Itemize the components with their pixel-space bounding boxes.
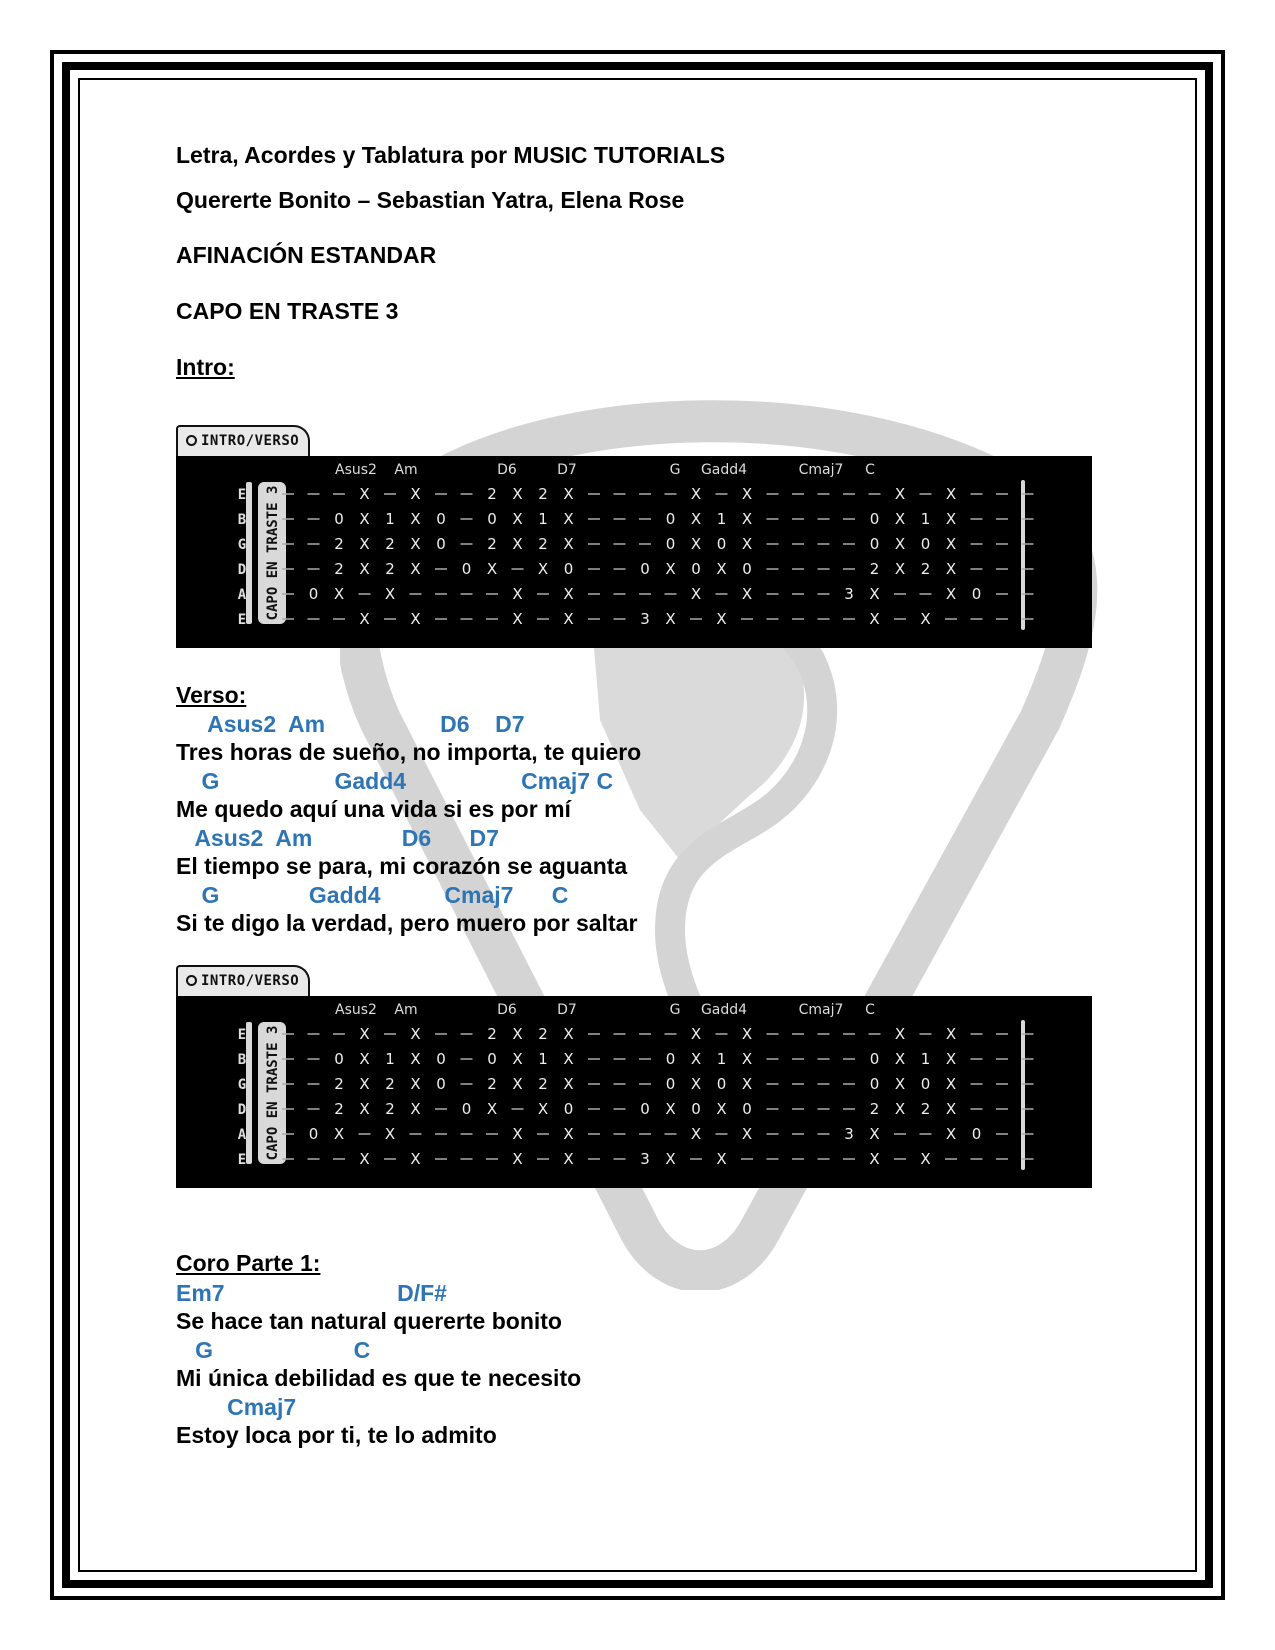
- tab-mute-mark: X: [690, 510, 702, 528]
- string-label: G: [237, 1077, 247, 1093]
- tab-mute-mark: X: [512, 1150, 523, 1168]
- tab-fret-number: 0: [665, 535, 676, 553]
- tab-fret-number: 0: [742, 560, 752, 578]
- tab-mute-mark: X: [410, 1050, 421, 1068]
- tab-mute-mark: X: [486, 560, 498, 578]
- tab-mute-mark: X: [537, 1100, 549, 1118]
- tab-mute-mark: X: [716, 1150, 727, 1168]
- tab-mute-mark: X: [945, 1025, 957, 1043]
- tab-fret-number: 0: [742, 1100, 752, 1118]
- tab-mute-mark: X: [384, 585, 396, 603]
- tab-fret-number: 1: [920, 510, 931, 528]
- tab-fret-number: 0: [869, 535, 880, 553]
- tab-mute-mark: X: [741, 1125, 753, 1143]
- tab-chord-name: Gadd4: [700, 1002, 748, 1018]
- tab-fret-number: 2: [869, 1100, 880, 1118]
- tab-mute-mark: X: [410, 510, 421, 528]
- tab-fret-number: 0: [665, 510, 676, 528]
- tab-fret-number: 2: [538, 535, 548, 553]
- tab-mute-mark: X: [690, 1075, 702, 1093]
- tab-mute-mark: X: [359, 560, 370, 578]
- tab-fret-number: 1: [385, 510, 395, 528]
- tab-mute-mark: X: [665, 1150, 676, 1168]
- tab-fret-number: 2: [385, 1100, 395, 1118]
- tab-mute-mark: X: [894, 1075, 906, 1093]
- tab-chord-name: C: [865, 462, 875, 478]
- tab-mute-mark: X: [741, 535, 753, 553]
- tab-mute-mark: X: [945, 1050, 957, 1068]
- string-label: B: [237, 512, 247, 528]
- tab-fret-number: 0: [487, 1050, 497, 1068]
- record-icon: [186, 435, 197, 446]
- tab-fret-number: 0: [691, 560, 701, 578]
- tab-fret-number: 0: [563, 560, 574, 578]
- chord-line: Cmaj7: [176, 1394, 297, 1420]
- tab-mute-mark: X: [894, 535, 906, 553]
- tab-mute-mark: X: [869, 610, 880, 628]
- tab-fret-number: 0: [436, 510, 446, 528]
- capo-vertical-label: CAPO EN TRASTE 3: [265, 1025, 281, 1161]
- tab-mute-mark: X: [869, 585, 880, 603]
- tab-mute-mark: X: [563, 485, 574, 503]
- tab-chord-name: D6: [497, 1002, 517, 1018]
- string-label: G: [237, 537, 247, 553]
- tab-fret-number: 1: [716, 510, 727, 528]
- tab-fret-number: 0: [716, 535, 727, 553]
- tab-chord-name: C: [865, 1002, 875, 1018]
- tab-mute-mark: X: [410, 485, 421, 503]
- tab-panel: [176, 456, 1092, 648]
- string-label: E: [237, 1027, 247, 1043]
- lyric-line: Mi única debilidad es que te necesito: [176, 1365, 582, 1391]
- tab-mute-mark: X: [359, 610, 370, 628]
- tab-fret-number: 0: [308, 1125, 319, 1143]
- tab-fret-number: 0: [308, 585, 319, 603]
- tab-mute-mark: X: [665, 610, 676, 628]
- tab-mute-mark: X: [410, 1025, 421, 1043]
- tab-mute-mark: X: [920, 610, 931, 628]
- tab-mute-mark: X: [359, 510, 370, 528]
- tab-fret-number: 2: [385, 535, 395, 553]
- tab-fret-number: 0: [334, 1050, 344, 1068]
- tab-tag: INTRO/VERSO: [176, 425, 310, 456]
- tab-mute-mark: X: [359, 535, 370, 553]
- tab-mute-mark: X: [410, 610, 421, 628]
- tab-mute-mark: X: [512, 1025, 523, 1043]
- tab-diagram: [176, 996, 1092, 1188]
- tab-mute-mark: X: [512, 535, 523, 553]
- tab-mute-mark: X: [741, 1050, 753, 1068]
- tab-mute-mark: X: [512, 1075, 523, 1093]
- tab-mute-mark: X: [384, 1125, 396, 1143]
- tab-mute-mark: X: [920, 1150, 931, 1168]
- string-label: D: [237, 1102, 247, 1118]
- tab-mute-mark: X: [690, 535, 702, 553]
- tab-fret-number: 0: [920, 535, 931, 553]
- tab-mute-mark: X: [512, 585, 523, 603]
- tab-mute-mark: X: [410, 1100, 421, 1118]
- end-bar: [1021, 480, 1025, 630]
- tab-fret-number: 0: [691, 1100, 701, 1118]
- tab-mute-mark: X: [359, 485, 370, 503]
- tab-chord-name: Am: [394, 462, 418, 478]
- tab-mute-mark: X: [741, 510, 753, 528]
- tab-mute-mark: X: [690, 585, 702, 603]
- capo-vertical-label: CAPO EN TRASTE 3: [265, 485, 281, 621]
- tab-chord-name: Asus2: [335, 1002, 377, 1018]
- tab-fret-number: 0: [640, 560, 650, 578]
- tab-fret-number: 0: [716, 1075, 727, 1093]
- tab-mute-mark: X: [563, 1075, 574, 1093]
- tab-mute-mark: X: [690, 1025, 702, 1043]
- tab-fret-number: 2: [385, 560, 395, 578]
- tab-chord-name: G: [669, 462, 681, 478]
- tab-fret-number: 1: [716, 1050, 727, 1068]
- tab-fret-number: 0: [436, 535, 446, 553]
- tab-mute-mark: X: [512, 610, 523, 628]
- tab-fret-number: 3: [640, 610, 650, 628]
- tab-fret-number: 2: [538, 1025, 548, 1043]
- record-icon: [186, 975, 197, 986]
- tab-mute-mark: X: [512, 1050, 523, 1068]
- credit-line: Letra, Acordes y Tablatura por MUSIC TUTORIALS: [176, 142, 726, 168]
- tab-mute-mark: X: [410, 1150, 421, 1168]
- tab-fret-number: 0: [665, 1050, 676, 1068]
- tab-fret-number: 3: [640, 1150, 650, 1168]
- tab-mute-mark: X: [945, 510, 957, 528]
- tab-chord-name: D6: [497, 462, 517, 478]
- tab-fret-number: 3: [844, 1125, 854, 1143]
- tab-fret-number: 2: [869, 560, 880, 578]
- tab-mute-mark: X: [563, 1125, 574, 1143]
- tab-fret-number: 2: [487, 1075, 497, 1093]
- tab-mute-mark: X: [563, 610, 574, 628]
- tab-fret-number: 2: [487, 535, 497, 553]
- nut-bar: [246, 1022, 252, 1164]
- tab-mute-mark: X: [894, 510, 906, 528]
- tab-mute-mark: X: [512, 510, 523, 528]
- tab-fret-number: 2: [487, 485, 497, 503]
- tab-fret-number: 0: [869, 1075, 880, 1093]
- tab-diagram: [176, 456, 1092, 648]
- tab-mute-mark: X: [359, 1150, 370, 1168]
- tab-chord-name: D7: [557, 1002, 577, 1018]
- tab-mute-mark: X: [945, 535, 957, 553]
- tab-mute-mark: X: [741, 1075, 753, 1093]
- tab-mute-mark: X: [945, 1075, 957, 1093]
- tab-chord-name: G: [669, 1002, 681, 1018]
- tab-mute-mark: X: [741, 585, 753, 603]
- tab-mute-mark: X: [894, 485, 906, 503]
- end-bar: [1021, 1020, 1025, 1170]
- tab-chord-name: Cmaj7: [798, 1002, 844, 1018]
- tab-mute-mark: X: [563, 585, 574, 603]
- tuning-label: AFINACIÓN ESTANDAR: [176, 242, 437, 268]
- tab-chord-name: Asus2: [335, 462, 377, 478]
- tab-fret-number: 2: [385, 1075, 395, 1093]
- tab-mute-mark: X: [869, 1125, 880, 1143]
- tab-mute-mark: X: [359, 1100, 370, 1118]
- string-label: A: [237, 1127, 247, 1143]
- string-label: E: [237, 1152, 247, 1168]
- tab-mute-mark: X: [716, 560, 727, 578]
- tab-mute-mark: X: [894, 560, 906, 578]
- tab-fret-number: 0: [665, 1075, 676, 1093]
- tab-mute-mark: X: [333, 585, 345, 603]
- tab-fret-number: 0: [461, 1100, 472, 1118]
- lyric-line: Se hace tan natural quererte bonito: [176, 1308, 562, 1334]
- lyric-line: Tres horas de sueño, no importa, te quiero: [176, 739, 642, 765]
- string-label: E: [237, 612, 247, 628]
- tab-fret-number: 2: [920, 560, 931, 578]
- tab-mute-mark: X: [512, 485, 523, 503]
- tab-fret-number: 0: [334, 510, 344, 528]
- tab-fret-number: 0: [436, 1075, 446, 1093]
- tab-fret-number: 1: [538, 510, 548, 528]
- chord-line: G Gadd4 Cmaj7 C: [176, 882, 569, 908]
- intro-heading: Intro:: [176, 354, 235, 380]
- tab-mute-mark: X: [741, 1025, 753, 1043]
- tab-fret-number: 0: [487, 510, 497, 528]
- string-label: B: [237, 1052, 247, 1068]
- verse-heading: Verso:: [176, 682, 247, 708]
- tab-mute-mark: X: [359, 1075, 370, 1093]
- tab-mute-mark: X: [410, 560, 421, 578]
- tab-fret-number: 2: [487, 1025, 497, 1043]
- chord-line: Asus2 Am D6 D7: [176, 825, 499, 851]
- tab-mute-mark: X: [563, 535, 574, 553]
- tab-mute-mark: X: [665, 560, 676, 578]
- tab-mute-mark: X: [945, 585, 957, 603]
- tab-fret-number: 0: [461, 560, 472, 578]
- tab-mute-mark: X: [410, 535, 421, 553]
- tab-mute-mark: X: [690, 1125, 702, 1143]
- tab-mute-mark: X: [945, 1125, 957, 1143]
- tab-mute-mark: X: [869, 1150, 880, 1168]
- tab-panel: [176, 996, 1092, 1188]
- tab-mute-mark: X: [690, 1050, 702, 1068]
- tab-mute-mark: X: [563, 510, 574, 528]
- chord-line: Asus2 Am D6 D7: [176, 711, 525, 737]
- tab-fret-number: 0: [869, 510, 880, 528]
- tab-mute-mark: X: [894, 1025, 906, 1043]
- tab-fret-number: 0: [971, 1125, 982, 1143]
- tab-chord-name: D7: [557, 462, 577, 478]
- tab-fret-number: 0: [920, 1075, 931, 1093]
- tab-fret-number: 0: [971, 585, 982, 603]
- lyric-line: Si te digo la verdad, pero muero por saltar: [176, 910, 638, 936]
- tab-mute-mark: X: [359, 1050, 370, 1068]
- tab-fret-number: 2: [334, 1075, 344, 1093]
- tab-mute-mark: X: [359, 1025, 370, 1043]
- tab-mute-mark: X: [563, 1150, 574, 1168]
- tab-mute-mark: X: [563, 1025, 574, 1043]
- tab-mute-mark: X: [716, 1100, 727, 1118]
- tab-fret-number: 2: [334, 560, 344, 578]
- string-label: A: [237, 587, 247, 603]
- nut-bar: [246, 482, 252, 624]
- tab-mute-mark: X: [665, 1100, 676, 1118]
- tab-mute-mark: X: [410, 1075, 421, 1093]
- tab-mute-mark: X: [945, 1100, 957, 1118]
- string-label: D: [237, 562, 247, 578]
- tab-fret-number: 1: [385, 1050, 395, 1068]
- capo-label: CAPO EN TRASTE 3: [176, 298, 399, 324]
- tab-mute-mark: X: [894, 1100, 906, 1118]
- lyric-line: El tiempo se para, mi corazón se aguanta: [176, 853, 628, 879]
- tab-chord-name: Cmaj7: [798, 462, 844, 478]
- tab-mute-mark: X: [945, 560, 957, 578]
- tab-mute-mark: X: [512, 1125, 523, 1143]
- tab-fret-number: 0: [869, 1050, 880, 1068]
- tab-fret-number: 3: [844, 585, 854, 603]
- tab-chord-name: Am: [394, 1002, 418, 1018]
- tab-fret-number: 0: [436, 1050, 446, 1068]
- tab-fret-number: 2: [538, 485, 548, 503]
- chord-line: Em7 D/F#: [176, 1280, 447, 1306]
- tab-chord-name: Gadd4: [700, 462, 748, 478]
- song-title: Quererte Bonito – Sebastian Yatra, Elena Rose: [176, 187, 685, 213]
- chord-line: G Gadd4 Cmaj7 C: [176, 768, 614, 794]
- tab-mute-mark: X: [741, 485, 753, 503]
- lyric-line: Estoy loca por ti, te lo admito: [176, 1422, 497, 1448]
- tab-fret-number: 2: [334, 1100, 344, 1118]
- tab-fret-number: 2: [334, 535, 344, 553]
- tab-mute-mark: X: [486, 1100, 498, 1118]
- tab-mute-mark: X: [894, 1050, 906, 1068]
- tab-fret-number: 1: [920, 1050, 931, 1068]
- chord-line: G C: [176, 1337, 371, 1363]
- tab-fret-number: 2: [538, 1075, 548, 1093]
- chorus-heading: Coro Parte 1:: [176, 1250, 321, 1276]
- tab-mute-mark: X: [690, 485, 702, 503]
- string-label: E: [237, 487, 247, 503]
- tab-tag: INTRO/VERSO: [176, 965, 310, 996]
- tab-fret-number: 1: [538, 1050, 548, 1068]
- lyric-line: Me quedo aquí una vida si es por mí: [176, 796, 571, 822]
- tab-fret-number: 0: [563, 1100, 574, 1118]
- tab-mute-mark: X: [945, 485, 957, 503]
- tab-mute-mark: X: [333, 1125, 345, 1143]
- tab-fret-number: 0: [640, 1100, 650, 1118]
- tab-mute-mark: X: [537, 560, 549, 578]
- tab-fret-number: 2: [920, 1100, 931, 1118]
- tab-mute-mark: X: [716, 610, 727, 628]
- tab-mute-mark: X: [563, 1050, 574, 1068]
